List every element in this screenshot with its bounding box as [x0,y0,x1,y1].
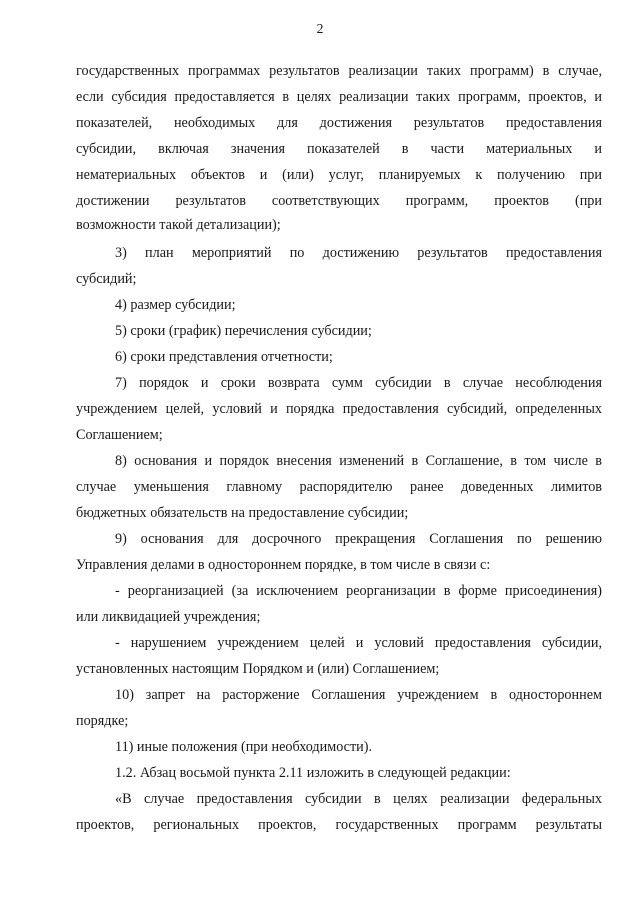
text-line: 4) размер субсидии; [115,297,236,313]
document-body [76,58,602,838]
text-line: Соглашением; [76,427,163,443]
text-line: достижении результатов соответствующих программ, проектов (при [76,193,602,209]
text-line: или ликвидацией учреждения; [76,609,261,625]
text-line: государственных программах результатов реализации таких программ) в случае, [76,63,602,79]
text-line: 6) сроки представления отчетности; [115,349,333,365]
text-line: проектов, региональных проектов, государственных программ результаты [76,817,602,833]
text-line: 10) запрет на расторжение Соглашения учреждением в одностороннем [115,687,602,703]
text-line: субсидий; [76,271,137,287]
text-line: установленных настоящим Порядком и (или) Соглашением; [76,661,440,677]
text-line: бюджетных обязательств на предоставление субсидии; [76,505,409,521]
text-line: 9) основания для досрочного прекращения Соглашения по решению [115,531,602,547]
text-line: нематериальных объектов и (или) услуг, планируемых к получению при [76,167,602,183]
text-line: 8) основания и порядок внесения изменений в Соглашение, в том числе в [115,453,602,469]
text-line: показателей, необходимых для достижения результатов предоставления [76,115,602,131]
text-line: если субсидия предоставляется в целях реализации таких программ, проектов, и [76,89,602,105]
page-number: 2 [316,22,324,37]
text-line: 7) порядок и сроки возврата сумм субсидии в случае несоблюдения [115,375,602,391]
text-line: «В случае предоставления субсидии в целях реализации федеральных [115,791,602,807]
text-line: учреждением целей, условий и порядка предоставления субсидий, определенных [76,401,602,417]
text-line: Управления делами в одностороннем порядке, в том числе в связи с: [76,557,491,573]
text-line: порядке; [76,713,129,729]
text-line: 11) иные положения (при необходимости). [115,739,373,755]
text-line: возможности такой детализации); [76,217,281,233]
text-line: случае уменьшения главному распорядителю ранее доведенных лимитов [76,479,602,495]
text-line: 1.2. Абзац восьмой пункта 2.11 изложить в следующей редакции: [115,765,511,781]
text-line: 5) сроки (график) перечисления субсидии; [115,323,372,339]
text-line: субсидии, включая значения показателей в части материальных и [76,141,602,157]
text-line: - реорганизацией (за исключением реорганизации в форме присоединения) [115,583,602,599]
text-line: 3) план мероприятий по достижению результатов предоставления [115,245,602,261]
text-line: - нарушением учреждением целей и условий предоставления субсидии, [115,635,602,651]
